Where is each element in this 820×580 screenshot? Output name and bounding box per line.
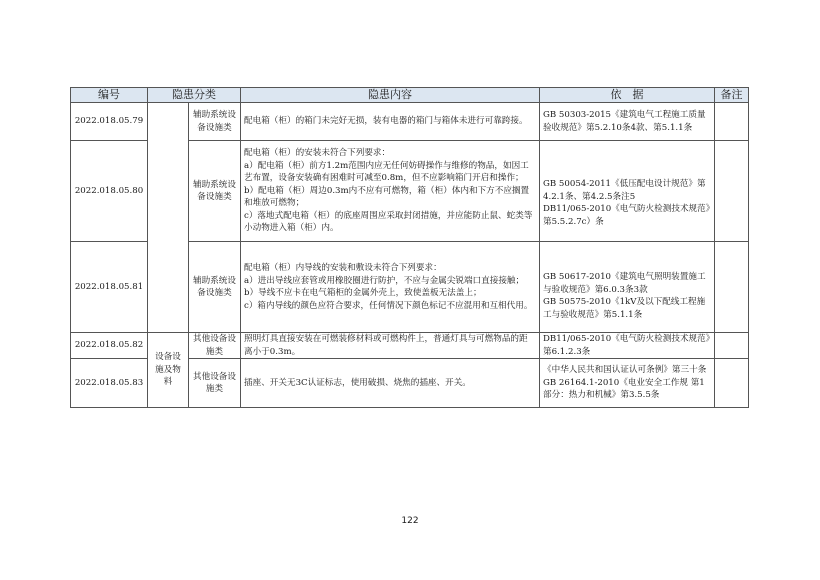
category-cell-empty (148, 103, 189, 333)
hazard-table (70, 87, 749, 408)
row-id: 2022.018.05.82 (71, 333, 148, 359)
content-line: c）箱内导线的颜色应符合要求，任何情况下颜色标记不应混用和互相代用。 (244, 300, 533, 311)
basis-line: GB 26164.1-2010《电业安全工作规 第1部分：热力和机械》第3.5.5条 (543, 377, 705, 401)
basis-line: GB 50617-2010《建筑电气照明装置施工与验收规范》第6.0.3条3款 (543, 272, 706, 295)
basis-line: GB 50054-2011《低压配电设计规范》第4.2.1条、第4.2.5条注5 (543, 179, 706, 202)
basis-line: DB11/065-2010《电气防火检测技术规范》第6.1.2.3条 (543, 334, 711, 357)
row-subcategory: 辅助系统设备设施类 (189, 103, 241, 141)
row-basis (540, 242, 715, 333)
content-line: 配电箱（柜）的箱门未完好无损，装有电器的箱门与箱体未进行可靠跨接。 (244, 116, 528, 127)
row-category: 设备设施及物料 (148, 333, 189, 408)
header-basis: 依 据 (540, 88, 715, 103)
content-line: a）进出导线应套管或用橡胶圈进行防护，不应与金属尖锐端口直接接触； (244, 275, 525, 286)
table-row (71, 103, 749, 141)
row-basis (540, 359, 715, 408)
row-content (241, 333, 540, 359)
basis-line: GB 50575-2010《1kV及以下配线工程施工与验收规范》第5.1.1条 (543, 297, 706, 320)
content-line: 配电箱（柜）的安装未符合下列要求： (244, 148, 391, 159)
row-content (241, 103, 540, 141)
content-line: 配电箱（柜）内导线的安装和敷设未符合下列要求： (244, 263, 442, 273)
row-note (715, 333, 749, 359)
row-note (715, 103, 749, 141)
basis-line: 《中华人民共和国认证认可条例》第三十条 (543, 365, 707, 376)
header-note: 备注 (715, 88, 749, 103)
content-line: 照明灯具直接安装在可燃装修材料或可燃构件上，普通灯具与可燃物品的距离小于0.3m。 (244, 334, 528, 357)
table-row (71, 333, 749, 359)
table-header-row (71, 88, 749, 103)
row-basis (540, 141, 715, 242)
row-id: 2022.018.05.81 (71, 242, 148, 333)
content-line: 插座、开关无3C认证标志，使用破损、烧焦的插座、开关。 (244, 377, 471, 388)
row-basis (540, 103, 715, 141)
content-line: c）落地式配电箱（柜）的底座周围应采取封闭措施，并应能防止鼠、蛇类等小动物进入箱（柜）内。 (244, 210, 533, 234)
row-id: 2022.018.05.83 (71, 359, 148, 408)
content-line: a）配电箱（柜）前方1.2m范围内应无任何妨碍操作与维修的物品，如因工艺布置，设备安装确有困难时可减至0.8m，但不应影响箱门开启和操作； (244, 160, 529, 184)
row-content (241, 359, 540, 408)
row-content (241, 141, 540, 242)
row-subcategory: 辅助系统设备设施类 (189, 242, 241, 333)
row-id: 2022.018.05.79 (71, 103, 148, 141)
header-content: 隐患内容 (241, 88, 540, 103)
content-line: b）配电箱（柜）周边0.3m内不应有可燃物，箱（柜）体内和下方不应搁置和堆放可燃物； (244, 185, 530, 209)
row-subcategory: 其他设备设施类 (189, 333, 241, 359)
basis-line: DB11/065-2010《电气防火检测技术规范》第5.5.2.7c）条 (543, 204, 711, 227)
row-note (715, 242, 749, 333)
row-note (715, 141, 749, 242)
header-category: 隐患分类 (148, 88, 241, 103)
row-id: 2022.018.05.80 (71, 141, 148, 242)
row-note (715, 359, 749, 408)
content-line: b）导线不应卡在电气箱柜的金属外壳上，致使盖板无法盖上； (244, 288, 482, 298)
header-id: 编号 (71, 88, 148, 103)
basis-line: GB 50303-2015《建筑电气工程施工质量验收规范》第5.2.10条4款、第5.1.1条 (543, 110, 706, 133)
row-subcategory: 其他设备设施类 (189, 359, 241, 408)
row-subcategory: 辅助系统设备设施类 (189, 141, 241, 242)
row-content (241, 242, 540, 333)
page-number: 122 (401, 516, 419, 526)
row-basis (540, 333, 715, 359)
